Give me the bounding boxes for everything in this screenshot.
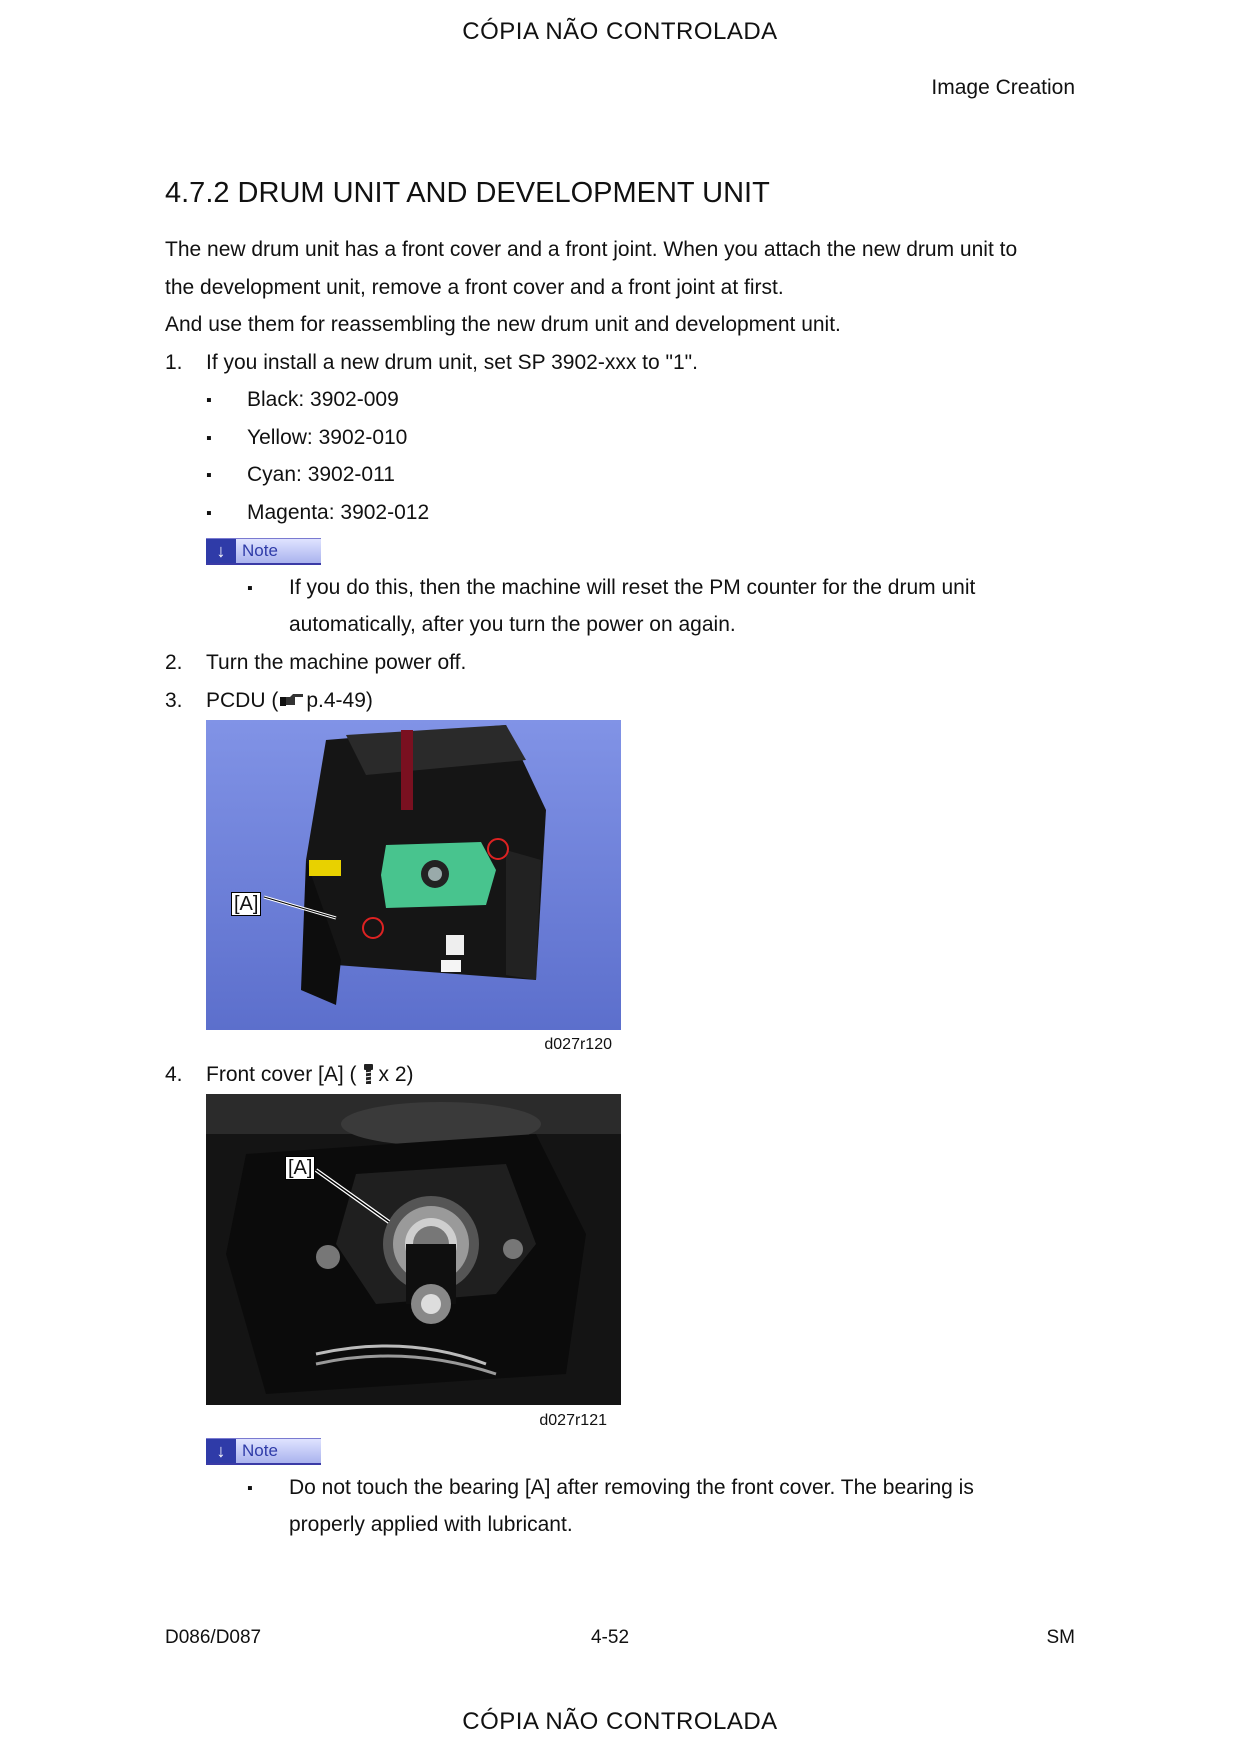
figure-1-caption: d027r120 — [544, 1036, 612, 1053]
bullet-icon: ▪ — [206, 505, 212, 522]
watermark-bottom: CÓPIA NÃO CONTROLADA — [462, 1708, 778, 1735]
pcdu-illustration — [206, 720, 621, 1030]
intro-line-2: the development unit, remove a front cover and a front joint at first. — [165, 276, 784, 299]
bullet-icon: ▪ — [247, 1480, 253, 1497]
note1-line-1: If you do this, then the machine will reset the PM counter for the drum unit — [289, 576, 976, 599]
figure-front-cover-photo — [206, 1094, 621, 1405]
section-header: Image Creation — [931, 76, 1075, 99]
step-3-text-after: p.4-49) — [306, 689, 373, 712]
note1-line-2: automatically, after you turn the power on again. — [289, 613, 736, 636]
note-badge — [206, 538, 321, 565]
screw-icon — [357, 1063, 379, 1087]
bullet-icon: ▪ — [206, 467, 212, 484]
note-label: Note — [236, 1439, 321, 1463]
footer-model: D086/D087 — [165, 1627, 262, 1648]
pointing-hand-icon — [278, 691, 306, 711]
step-4-number: 4. — [165, 1063, 183, 1086]
note2-line-1: Do not touch the bearing [A] after removing the front cover. The bearing is — [289, 1476, 974, 1499]
step-4-text — [206, 1063, 414, 1087]
intro-line-1: The new drum unit has a front cover and a front joint. When you attach the new drum unit to — [165, 238, 1018, 261]
down-arrow-icon: ↓ — [206, 539, 236, 563]
callout-label-a: [A] — [285, 1156, 315, 1180]
sp-item-yellow: Yellow: 3902-010 — [247, 426, 408, 449]
step-2-text: Turn the machine power off. — [206, 651, 467, 674]
figure-2-caption: d027r121 — [539, 1412, 607, 1429]
watermark-top: CÓPIA NÃO CONTROLADA — [462, 18, 778, 45]
front-cover-illustration — [206, 1094, 621, 1405]
footer-page-number: 4-52 — [590, 1627, 630, 1648]
intro-line-3: And use them for reassembling the new drum unit and development unit. — [165, 313, 841, 336]
sp-item-magenta: Magenta: 3902-012 — [247, 501, 430, 524]
step-4-text-after: x 2) — [378, 1063, 414, 1086]
sp-item-cyan: Cyan: 3902-011 — [247, 463, 395, 486]
page-title: 4.7.2 DRUM UNIT AND DEVELOPMENT UNIT — [165, 177, 770, 209]
step-1-text: If you install a new drum unit, set SP 3902-xxx to "1". — [206, 351, 698, 374]
step-3-text-before: PCDU ( — [206, 689, 279, 712]
step-1-number: 1. — [165, 351, 183, 374]
sp-item-black: Black: 3902-009 — [247, 388, 399, 411]
step-2-number: 2. — [165, 651, 183, 674]
bullet-icon: ▪ — [206, 392, 212, 409]
step-4-text-before: Front cover [A] ( — [206, 1063, 357, 1086]
figure-pcdu-photo — [206, 720, 621, 1030]
note-label: Note — [236, 539, 321, 563]
down-arrow-icon: ↓ — [206, 1439, 236, 1463]
footer-manual-code: SM — [1046, 1627, 1075, 1648]
bullet-icon: ▪ — [247, 580, 253, 597]
callout-label-a: [A] — [231, 892, 261, 916]
bullet-icon: ▪ — [206, 430, 212, 447]
step-3-text — [206, 689, 373, 713]
note2-line-2: properly applied with lubricant. — [289, 1513, 573, 1536]
step-3-number: 3. — [165, 689, 183, 712]
note-badge — [206, 1438, 321, 1465]
